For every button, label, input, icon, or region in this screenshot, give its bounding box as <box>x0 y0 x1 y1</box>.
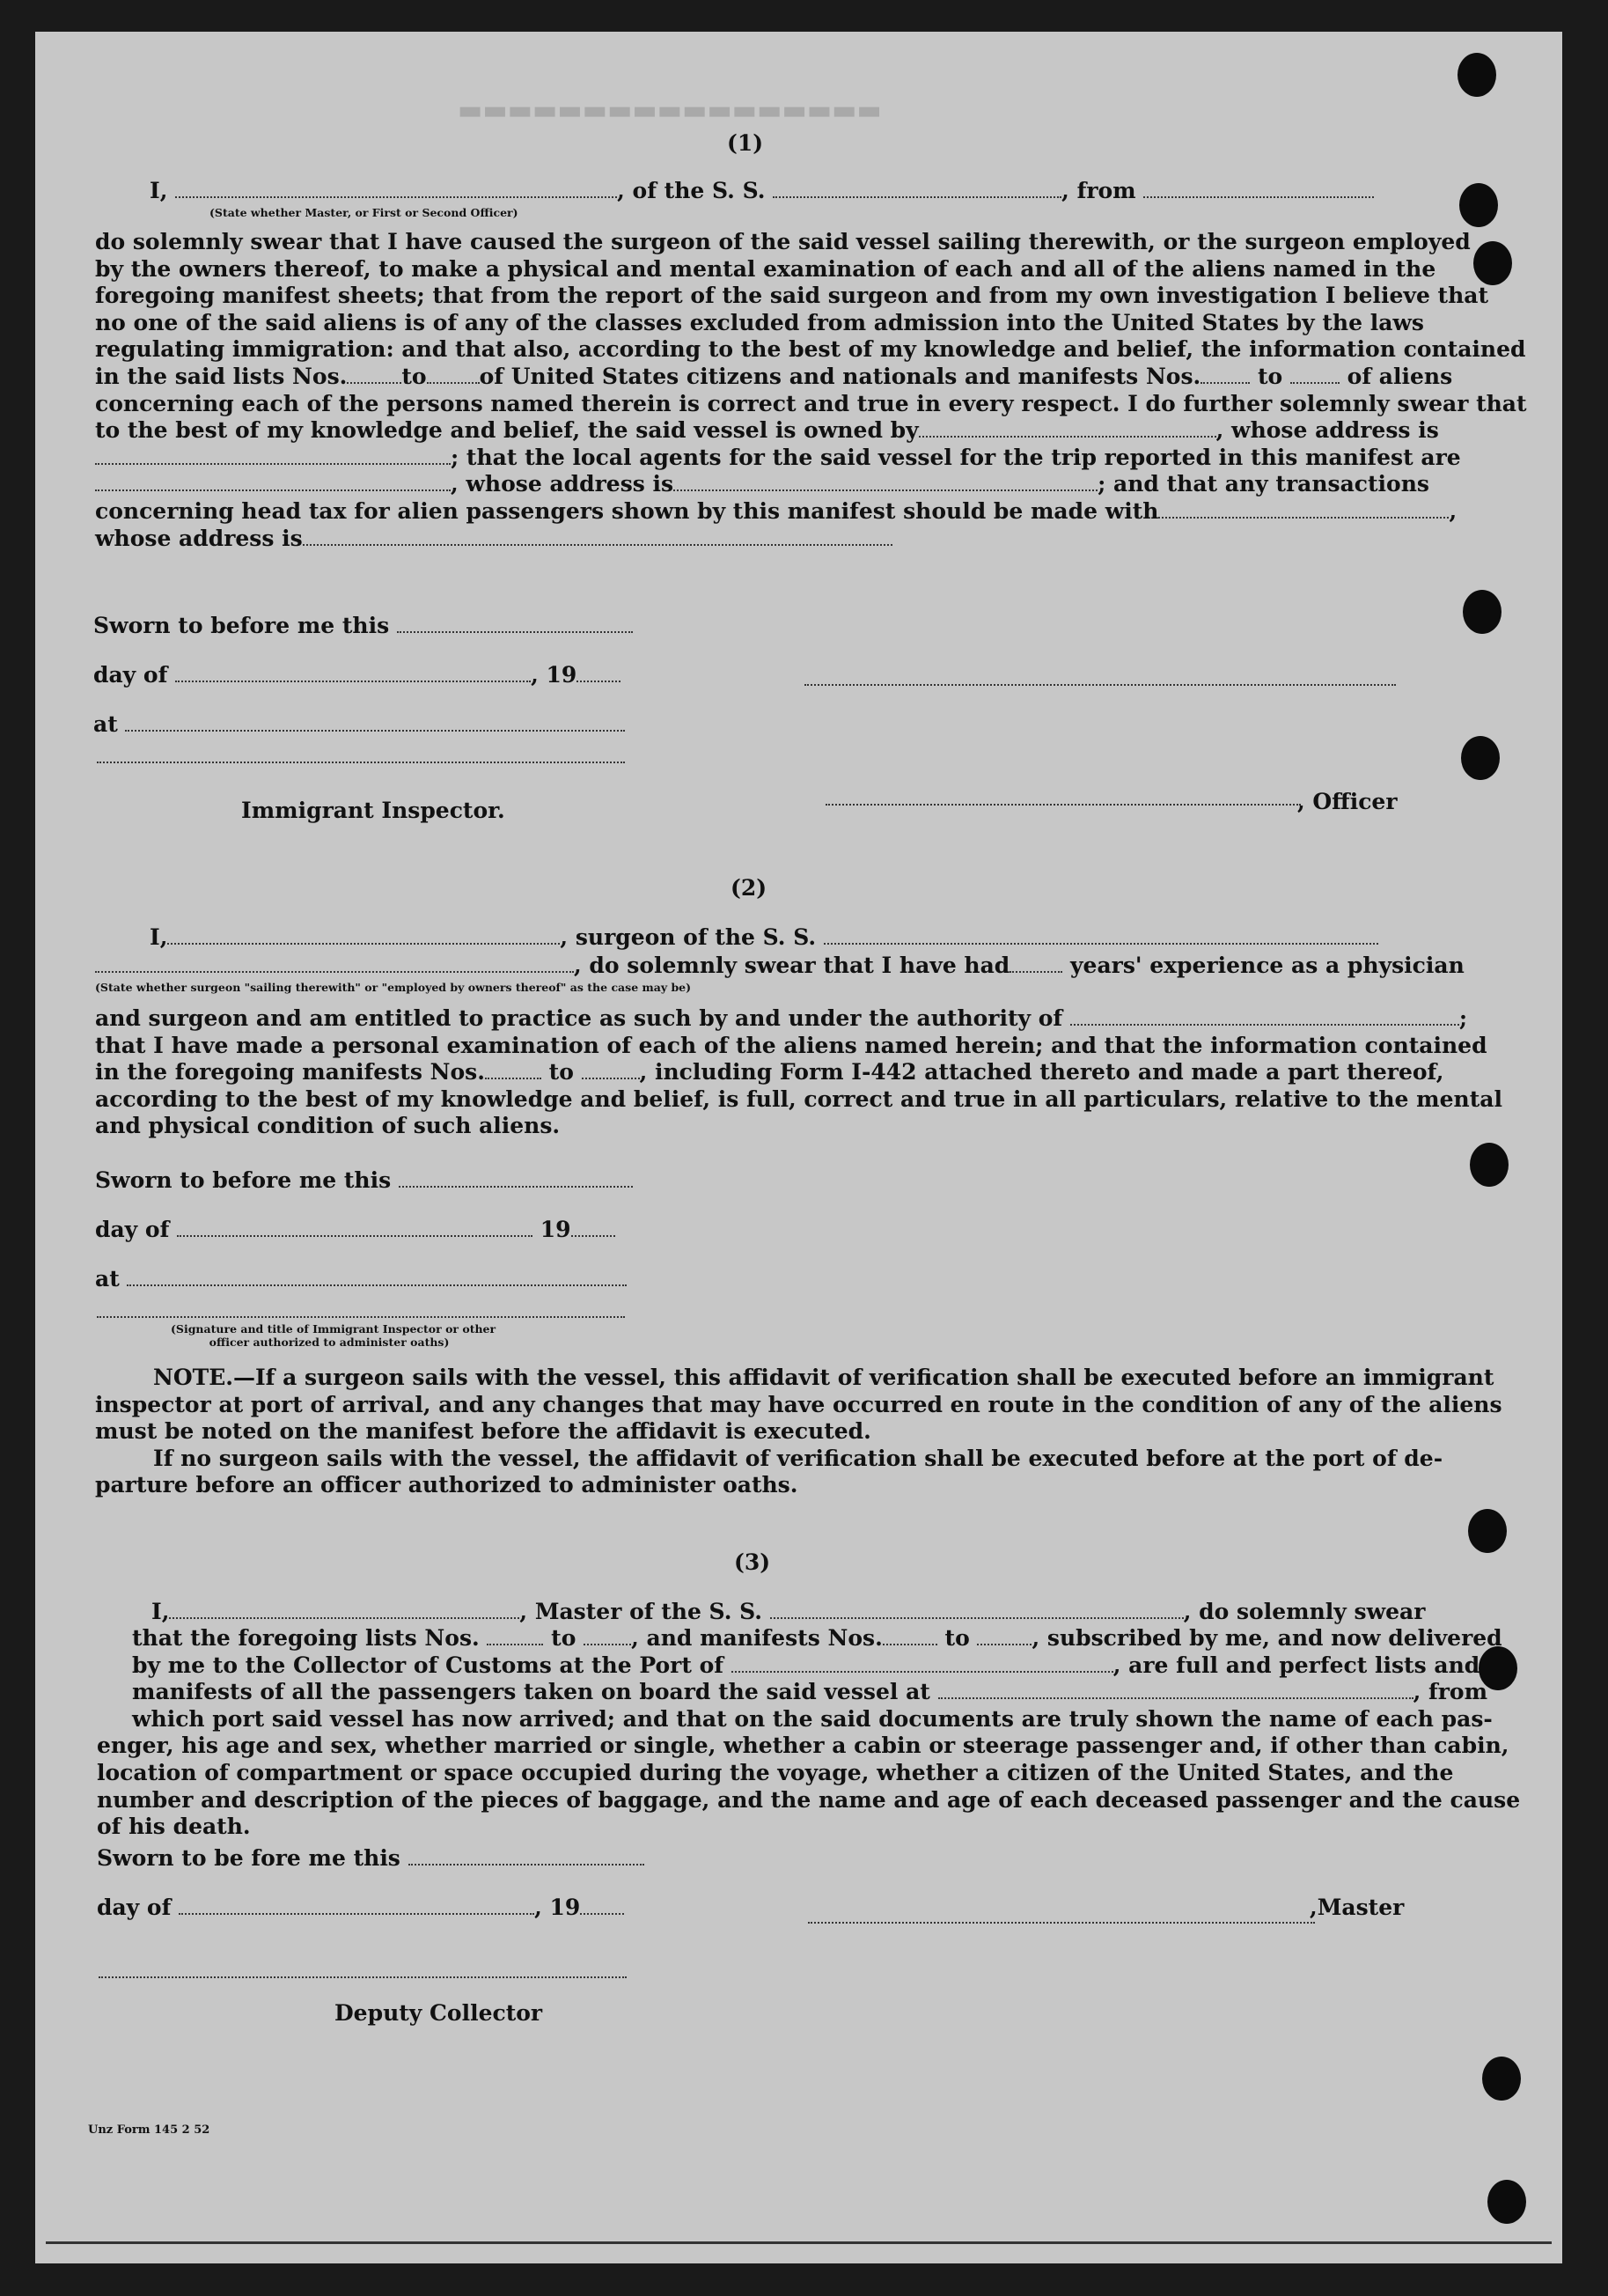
embark-port-field[interactable] <box>938 1696 1413 1699</box>
sworn-line-3: Sworn to be fore me this <box>97 1845 644 1872</box>
section-1-line-1 <box>150 178 1374 204</box>
year-field-3[interactable] <box>580 1912 624 1915</box>
day-of-line-1: day of , 19 <box>93 662 620 688</box>
bleed-through-text: ▬▬▬▬▬▬▬▬▬▬▬▬▬▬▬▬▬ <box>458 95 882 126</box>
body-line: that the foregoing lists Nos. to , and manifests Nos. to , subscribed by me, and now delivered <box>132 1625 1502 1651</box>
body-line: to the best of my knowledge and belief, the said vessel is owned by , whose address is <box>95 417 1439 444</box>
at-line-2: at <box>95 1266 627 1292</box>
port-field[interactable] <box>731 1670 1113 1673</box>
surgeon-vessel-field[interactable] <box>824 942 1378 945</box>
body-line: foregoing manifest sheets; that from the report of the said surgeon and from my own investigation I believe that <box>95 283 1489 309</box>
vessel-name-field[interactable] <box>773 195 1061 198</box>
section-2-line-1: I, , surgeon of the S. S. <box>150 924 1378 951</box>
lists-from-field-3[interactable] <box>487 1643 543 1645</box>
body-line: according to the best of my knowledge and belief, is full, correct and true in all particulars, relative to the mental <box>95 1085 1502 1112</box>
manifest-to-field-2[interactable] <box>582 1077 640 1079</box>
head-tax-contact-field[interactable] <box>1158 516 1449 519</box>
label-i: I, <box>150 178 168 203</box>
body-line: ; that the local agents for the said vessel for the trip reported in this manifest are <box>95 445 1433 472</box>
punch-hole <box>1487 2180 1526 2224</box>
label-of-ss: , of the S. S. <box>617 178 766 203</box>
body-line: of his death. <box>97 1814 251 1840</box>
body-line: which port said vessel has now arrived; and that on the said documents are truly shown the name of each pas- <box>132 1705 1493 1732</box>
section-3-line-1: I, , Master of the S. S. , do solemnly swear <box>151 1599 1426 1624</box>
manifests-to-field-3[interactable] <box>977 1643 1032 1645</box>
body-line: by the owners thereof, to make a physical and mental examination of each and all of the aliens named in the <box>95 255 1436 282</box>
section-3-number: (3) <box>734 1549 771 1575</box>
day-of-line-3: day of , 19 <box>97 1895 624 1921</box>
deputy-collector-label: Deputy Collector <box>334 2000 543 2026</box>
note-line: parture before an officer authorized to administer oaths. <box>95 1472 798 1498</box>
body-line: in the said lists Nos. to of United States citizens and nationals and manifests Nos. to of aliens <box>95 363 1453 389</box>
officer-signature-line[interactable] <box>804 683 1396 686</box>
manifest-from-field[interactable] <box>1200 381 1250 384</box>
section-1-body <box>95 229 1527 552</box>
body-line: manifests of all the passengers taken on board the said vessel at , from <box>132 1679 1488 1705</box>
note-block <box>95 1365 1502 1499</box>
surgeon-status-note: (State whether surgeon "sailing therewith" or "employed by owners thereof" as the case may be) <box>95 981 692 994</box>
punch-hole <box>1468 1509 1507 1553</box>
day-of-line-2: day of 19 <box>95 1217 615 1243</box>
at-place-field-2[interactable] <box>127 1284 627 1286</box>
master-name-field[interactable] <box>169 1616 519 1619</box>
list-from-field[interactable] <box>347 381 401 384</box>
list-to-field[interactable] <box>427 381 480 384</box>
punch-hole <box>1457 53 1496 97</box>
section-1-number: (1) <box>727 130 764 156</box>
surgeon-status-field[interactable] <box>95 970 574 973</box>
body-line: location of compartment or space occupied during the voyage, whether a citizen of the United States, and the <box>97 1759 1454 1785</box>
body-line: concerning each of the persons named therein is correct and true in every respect. I do further solemnly swear that <box>95 390 1527 416</box>
note-line: inspector at port of arrival, and any changes that may have occurred en route in the condition of any of the aliens <box>95 1391 1502 1417</box>
inspector-signature-line[interactable] <box>97 761 625 763</box>
sworn-date-field[interactable] <box>397 630 633 633</box>
officer-label: , Officer <box>1297 789 1398 814</box>
officer-name-field[interactable] <box>175 195 617 198</box>
at-line-1: at <box>93 711 625 738</box>
body-line: that I have made a personal examination of each of the aliens named herein; and that the information contained <box>95 1032 1487 1058</box>
sworn-line-2: Sworn to before me this <box>95 1167 633 1194</box>
bottom-edge <box>46 2241 1552 2244</box>
surgeon-name-field[interactable] <box>167 942 560 945</box>
punch-hole <box>1459 183 1498 227</box>
form-sheet <box>35 32 1562 2263</box>
body-line: do solemnly swear that I have caused the surgeon of the said vessel sailing therewith, or the surgeon employed <box>95 229 1471 254</box>
master-label: ,Master <box>1310 1895 1405 1920</box>
day-of-field-3[interactable] <box>179 1912 534 1915</box>
punch-hole <box>1473 241 1512 285</box>
punch-hole <box>1461 736 1500 780</box>
note-line: must be noted on the manifest before the affidavit is executed. <box>95 1418 871 1445</box>
form-number: Unz Form 145 2 52 <box>88 2123 210 2137</box>
sworn-date-field-3[interactable] <box>408 1863 644 1866</box>
punch-hole <box>1470 1143 1509 1187</box>
deputy-signature-line[interactable] <box>99 1976 627 1978</box>
master-signature-line[interactable] <box>808 1921 1315 1924</box>
officer-rank-note: (State whether Master, or First or Second Officer) <box>209 206 518 219</box>
section-2-number: (2) <box>731 875 767 901</box>
body-line: and physical condition of such aliens. <box>95 1113 561 1139</box>
punch-hole <box>1482 2057 1521 2101</box>
section-2-body <box>95 1005 1502 1140</box>
day-of-field-2[interactable] <box>177 1234 532 1237</box>
body-line: and surgeon and am entitled to practice as such by and under the authority of ; <box>95 1005 1468 1031</box>
body-line: whose address is <box>95 526 1433 553</box>
years-experience-field[interactable] <box>1010 970 1062 973</box>
manifest-to-field[interactable] <box>1290 381 1340 384</box>
manifests-from-field-3[interactable] <box>883 1643 937 1645</box>
body-line: by me to the Collector of Customs at the Port of , are full and perfect lists and <box>132 1652 1480 1678</box>
year-field[interactable] <box>576 680 620 682</box>
master-vessel-field[interactable] <box>770 1616 1184 1619</box>
punch-hole <box>1463 590 1502 634</box>
body-line: in the foregoing manifests Nos. to , including Form I-442 attached thereto and made a part thereof, <box>95 1059 1444 1085</box>
day-of-field[interactable] <box>175 680 531 682</box>
body-line: enger, his age and sex, whether married or single, whether a cabin or steerage passenger and, if other than cabin, <box>97 1733 1509 1759</box>
year-field-2[interactable] <box>571 1234 615 1237</box>
body-line: no one of the said aliens is of any of the classes excluded from admission into the United States by the laws <box>95 309 1424 335</box>
agents-address-field[interactable] <box>673 489 1098 491</box>
section-3-body <box>97 1625 1521 1841</box>
sworn-date-field-2[interactable] <box>399 1185 633 1188</box>
label-from: , from <box>1061 178 1136 203</box>
authority-field[interactable] <box>1070 1023 1459 1026</box>
section-2-line-2: , do solemnly swear that I have had years' experience as a physician <box>95 953 1465 979</box>
sworn-line-1: Sworn to before me this <box>93 613 633 639</box>
body-line: number and description of the pieces of baggage, and the name and age of each deceased passenger and the cause <box>97 1786 1521 1813</box>
owner-field[interactable] <box>919 435 1216 438</box>
body-line: regulating immigration: and that also, according to the best of my knowledge and belief, the information contained <box>95 336 1526 363</box>
body-line: concerning head tax for alien passengers shown by this manifest should be made with , <box>95 497 1457 524</box>
lists-to-field-3[interactable] <box>584 1643 631 1645</box>
head-tax-address-field[interactable] <box>303 543 892 546</box>
manifest-from-field-2[interactable] <box>485 1077 541 1079</box>
local-agents-field[interactable] <box>95 489 451 491</box>
officer-title-line[interactable] <box>826 803 1301 806</box>
note-line: NOTE.—If a surgeon sails with the vessel, this affidavit of verification shall be executed before an immigrant <box>153 1365 1494 1390</box>
inspector-signature-line-2[interactable] <box>97 1315 625 1318</box>
owner-address-field[interactable] <box>95 462 451 465</box>
note-line: If no surgeon sails with the vessel, the affidavit of verification shall be executed before at the port of de- <box>153 1445 1443 1471</box>
signature-title-note: (Signature and title of Immigrant Inspector or other officer authorized to administer oaths) <box>171 1322 496 1349</box>
body-line: , whose address is ; and that any transactions <box>95 471 1433 498</box>
immigrant-inspector-label: Immigrant Inspector. <box>241 798 505 823</box>
from-port-field[interactable] <box>1143 195 1374 198</box>
at-place-field[interactable] <box>125 729 625 732</box>
